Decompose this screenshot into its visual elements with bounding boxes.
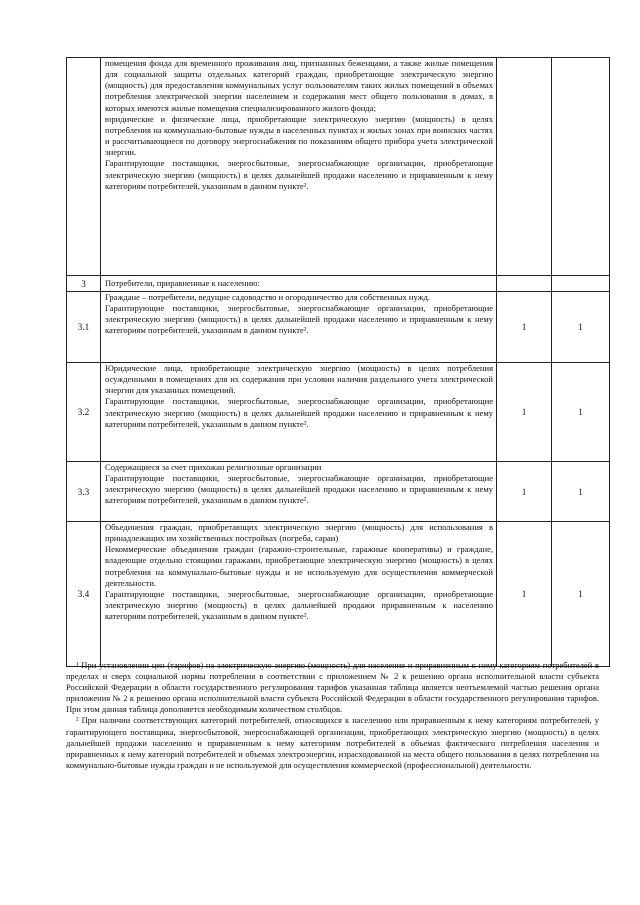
row-number: [67, 58, 101, 276]
row-paragraph: Гарантирующие поставщики, энергосбытовые, энергоснабжающие организации, приобретающие электрическую энергию (мощность) в целях дальнейшей продажи приравненным к населению категориям потребителей, указанным в данном пункте².: [105, 588, 493, 622]
row-paragraph: Объединения граждан, приобретающих электрическую энергию (мощность) для использования в принадлежащих им хозяйственных постройках (погреба, сараи): [105, 522, 493, 544]
value-cell: 1: [497, 522, 552, 667]
row-number: 3: [67, 276, 101, 292]
value-cell: 1: [497, 292, 552, 363]
row-paragraph: Содержащиеся за счет прихожан религиозные организации: [105, 462, 322, 472]
table-row: [67, 522, 610, 667]
row-paragraph: Гарантирующие поставщики, энергосбытовые, энергоснабжающие организации, приобретающие электрическую энергию (мощность) в целях дальнейшей продажи населению и приравненным к нему категориям потребителей, указанным в данном пункте².: [105, 396, 493, 429]
table-row: [67, 292, 610, 363]
value-cell: [552, 58, 610, 276]
value-cell: 1: [552, 522, 610, 667]
row-description: [101, 522, 497, 667]
value-cell: [552, 276, 610, 292]
row-number: 3.4: [67, 522, 101, 667]
row-description: [101, 276, 497, 292]
table-row: [67, 58, 610, 276]
row-paragraph: Гарантирующие поставщики, энергосбытовые, энергоснабжающие организации, приобретающие электрическую энергию (мощность) в целях дальнейшей продажи населению и приравненным к нему категориям потребителей, указанным в данном пункте².: [105, 473, 493, 506]
row-description: [101, 363, 497, 462]
table-row: [67, 363, 610, 462]
row-paragraph: Некоммерческие объединения граждан (гаражно-строительные, гаражные кооперативы) и граждане, владеющие отдельно стоящими гаражами, приобретающие электрическую энергию (мощность) в целях потребления на коммунально-бытовые нужды и не используемую для осуществления коммерческой деятельности.: [105, 544, 493, 588]
value-cell: 1: [552, 292, 610, 363]
row-number: 3.1: [67, 292, 101, 363]
row-paragraph: Граждане – потребители, ведущие садоводство и огородничество для собственных нужд.: [105, 292, 430, 302]
row-number: 3.3: [67, 462, 101, 522]
row-number: 3.2: [67, 363, 101, 462]
value-cell: 1: [497, 363, 552, 462]
row-paragraph: Гарантирующие поставщики, энергосбытовые, энергоснабжающие организации, приобретающие электрическую энергию (мощность) в целях дальнейшей продажи населению и приравненным к нему категориям потребителей, указанным в данном пункте².: [105, 303, 493, 336]
value-cell: [497, 58, 552, 276]
footnotes: [66, 660, 599, 771]
value-cell: 1: [552, 462, 610, 522]
row-description: [101, 58, 497, 276]
value-cell: 1: [552, 363, 610, 462]
row-paragraph: помещения фонда для временного проживания лиц, признанных беженцами, а также жилые помещения для социальной защиты отдельных категорий граждан, приобретающие электрическую энергию (мощность) для предоставления коммунальных услуг пользователям таких жилых помещений в объемах потребления электрической энергии населением и содержания мест общего пользования в домах, в которых имеются жилые помещения специализированного жилого фонда;: [105, 58, 493, 113]
row-paragraph: юридические и физические лица, приобретающие электрическую энергию (мощность) в целях потребления на коммунально-бытовые нужды в населенных пунктах и жилых зонах при воинских частях и рассчитывающиеся по договору энергоснабжения по показаниям общего прибора учета электрической энергии.: [105, 113, 493, 158]
table-row: [67, 462, 610, 522]
row-description: [101, 292, 497, 363]
footnote-2: ² При наличии соответствующих категорий потребителей, относящихся к населению или приравненным к нему категориям потребителей, у гарантирующего поставщика, энергосбытовой, энергоснабжающей организации, приобретающих электрическую энергию (мощность) в целях дальнейшей продажи населению и приравненным к нему категориям потребителей в объемах фактического потребления населения и приравненных к нему категорий потребителей и объемах электроэнергии, израсходованной на места общего пользования в целях потребления на коммунально-бытовые нужды граждан и не используемой для осуществления коммерческой (профессиональной) деятельности.: [66, 715, 599, 770]
tariff-table: [66, 57, 610, 667]
document-page: [66, 57, 598, 667]
value-cell: 1: [497, 462, 552, 522]
footnote-1: ¹ При установлении цен (тарифов) на электрическую энергию (мощность) для населения и приравненным к нему категориям потребителей в пределах и сверх социальной нормы потребления в соответствии с приложением № 2 к решению органа исполнительной власти субъекта Российской Федерации в области государственного регулирования тарифов указанная таблица является неотъемлемой частью решения органа приложения № 2 к решению органа исполнительной власти субъекта Российской Федерации в области государственного регулирования тарифов. При этом данная таблица дополняется необходимым количеством столбцов.: [66, 660, 599, 715]
value-cell: [497, 276, 552, 292]
row-paragraph: Гарантирующие поставщики, энергосбытовые, энергоснабжающие организации, приобретающие электрическую энергию (мощность) в целях дальнейшей продажи населению и приравненным к нему категориям потребителей, указанным в данном пункте².: [105, 158, 493, 191]
row-paragraph: Потребители, приравненные к населению:: [105, 277, 260, 288]
row-description: [101, 462, 497, 522]
table-body: [67, 58, 610, 667]
table-row: [67, 276, 610, 292]
row-paragraph: Юридические лица, приобретающие электрическую энергию (мощность) в целях потребления осужденными в помещениях для их содержания при условии наличия раздельного учета электрической энергии для указанных помещений.: [105, 363, 493, 396]
